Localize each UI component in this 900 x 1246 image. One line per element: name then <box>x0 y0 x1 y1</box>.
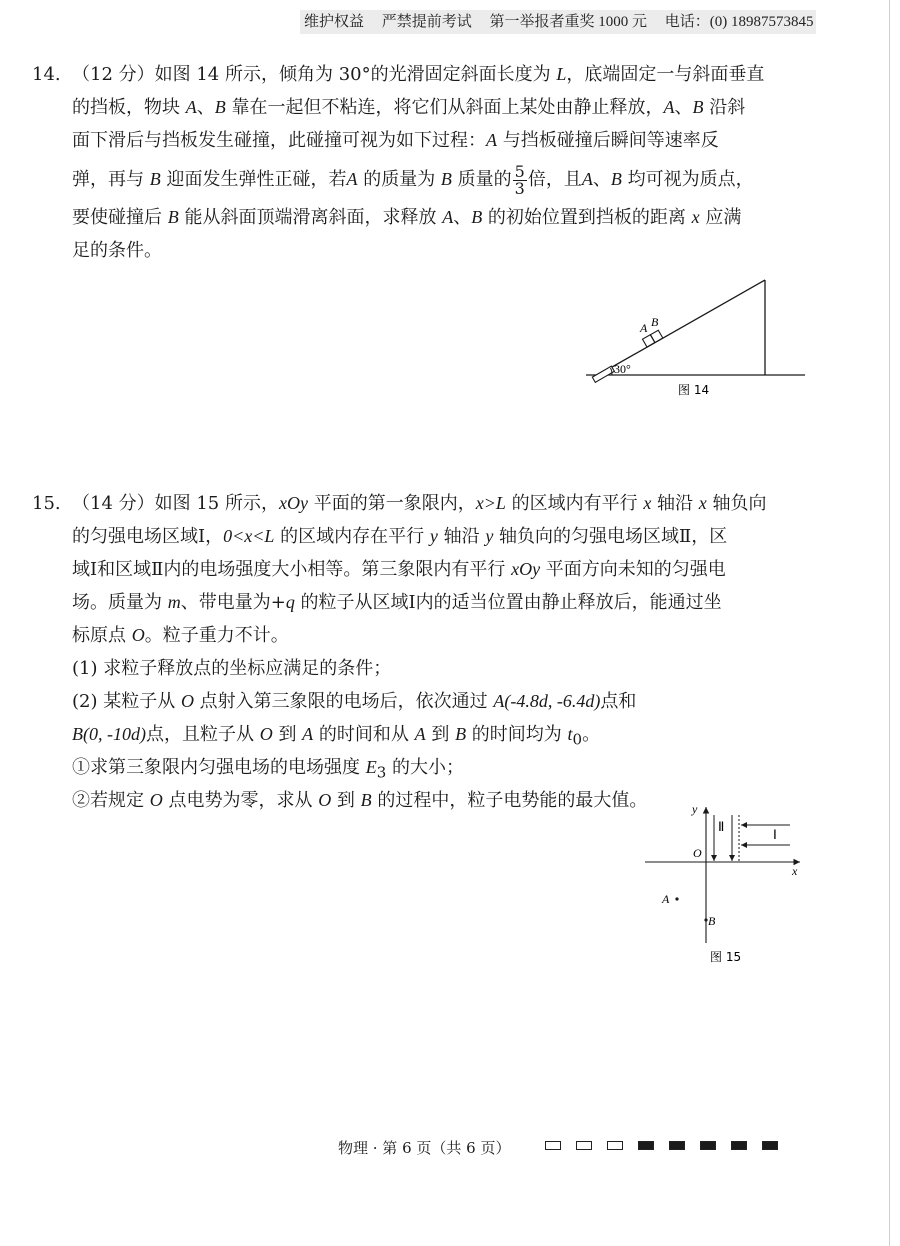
scan-mark-empty <box>545 1141 561 1150</box>
page-footer: 物理 · 第 6 页（共 6 页） <box>338 1139 511 1157</box>
q15-line-5: 标原点 O。粒子重力不计。 <box>72 625 289 646</box>
figure-caption: 图 14 <box>678 383 710 397</box>
fraction: $\frac{5}{3}$ <box>514 161 525 198</box>
header-slogan: 第一举报者重奖 1000 元 <box>489 14 648 30</box>
scan-marks <box>545 1141 778 1150</box>
scan-mark-empty <box>607 1141 623 1150</box>
q15-line-3: 域Ⅰ和区域Ⅱ内的电场强度大小相等。第三象限内有平行 xOy 平面方向未知的匀强电 <box>72 559 726 580</box>
question-number: 15. <box>32 493 61 514</box>
incline-surface <box>598 280 765 375</box>
question-14 <box>32 58 812 267</box>
point-A-dot <box>675 897 678 900</box>
q14-line-2: 的挡板，物块 A、B 靠在一起但不粘连，将它们从斜面上某处由静止释放，A、B 沿斜 <box>72 97 746 118</box>
scan-mark-empty <box>576 1141 592 1150</box>
scan-mark-filled <box>700 1141 716 1150</box>
q15-line-2: 的匀强电场区域Ⅰ，0<x<L 的区域内存在平行 y 轴沿 y 轴负向的匀强电场区域Ⅱ，区 <box>72 526 728 547</box>
q15-part-2-cont: B(0, -10d)点，且粒子从 O 到 A 的时间和从 A 到 B 的时间均为 $t_0$。 <box>72 724 601 749</box>
figure-14-incline <box>580 275 810 405</box>
q15-part-1: (1) 求粒子释放点的坐标应满足的条件； <box>72 658 392 679</box>
angle-label: 30° <box>614 362 631 376</box>
point-A-label: A <box>662 892 670 906</box>
q15-part-2: (2) 某粒子从 O 点射入第三象限的电场后，依次通过 A(-4.8d, -6.4d)点和 <box>72 691 637 712</box>
scan-mark-filled <box>669 1141 685 1150</box>
q14-line-4: 弹，再与 B 迎面发生弹性正碰，若A 的质量为 B 质量的 $\frac{5}{3}$ 倍，且A、B 均可视为质点， <box>72 161 754 198</box>
x-axis-label: x <box>792 864 798 878</box>
q15-line-1: 15. （14 分）如图 15 所示，xOy 平面的第一象限内，x>L 的区域内有平行 x 轴沿 x 轴负向 <box>32 487 812 520</box>
q14-line-5: 要使碰撞后 B 能从斜面顶端滑离斜面，求释放 A、B 的初始位置到挡板的距离 x 应满 <box>72 207 742 228</box>
region-I-label: Ⅰ <box>773 827 777 842</box>
question-number: 14. <box>32 64 61 85</box>
scan-mark-filled <box>638 1141 654 1150</box>
question-15 <box>32 487 812 817</box>
q15-subpart-2: ②若规定 O 点电势为零，求从 O 到 B 的过程中，粒子电势能的最大值。 <box>72 790 648 811</box>
header-slogan: 严禁提前考试 <box>381 14 472 30</box>
y-axis-label: y <box>692 802 698 816</box>
origin-label: O <box>693 846 702 860</box>
label-A: A <box>640 321 648 335</box>
figure-caption: 图 15 <box>710 950 742 964</box>
header-slogan: 维护权益 <box>304 14 365 30</box>
q14-line-1: 14. （12 分）如图 14 所示，倾角为 30°的光滑固定斜面长度为 L，底端固定一与斜面垂直 <box>32 58 812 91</box>
figure-15-field-diagram <box>640 795 820 970</box>
q14-line-3: 面下滑后与挡板发生碰撞，此碰撞可视为如下过程：A 与挡板碰撞后瞬间等速率反 <box>72 130 719 151</box>
point-B-label: B <box>708 914 716 928</box>
label-B: B <box>651 315 659 329</box>
page-header <box>300 10 816 34</box>
region-II-label: Ⅱ <box>718 819 725 834</box>
q14-line-6: 足的条件。 <box>72 240 162 261</box>
page-edge <box>889 0 890 1246</box>
scan-mark-filled <box>762 1141 778 1150</box>
q15-line-4: 场。质量为 m、带电量为+q 的粒子从区域Ⅰ内的适当位置由静止释放后，能通过坐 <box>72 592 722 613</box>
q15-subpart-1: ①求第三象限内匀强电场的电场强度 $E_3$ 的大小； <box>72 757 465 782</box>
scan-mark-filled <box>731 1141 747 1150</box>
header-phone: 电话：(0) 18987573845 <box>664 14 814 30</box>
